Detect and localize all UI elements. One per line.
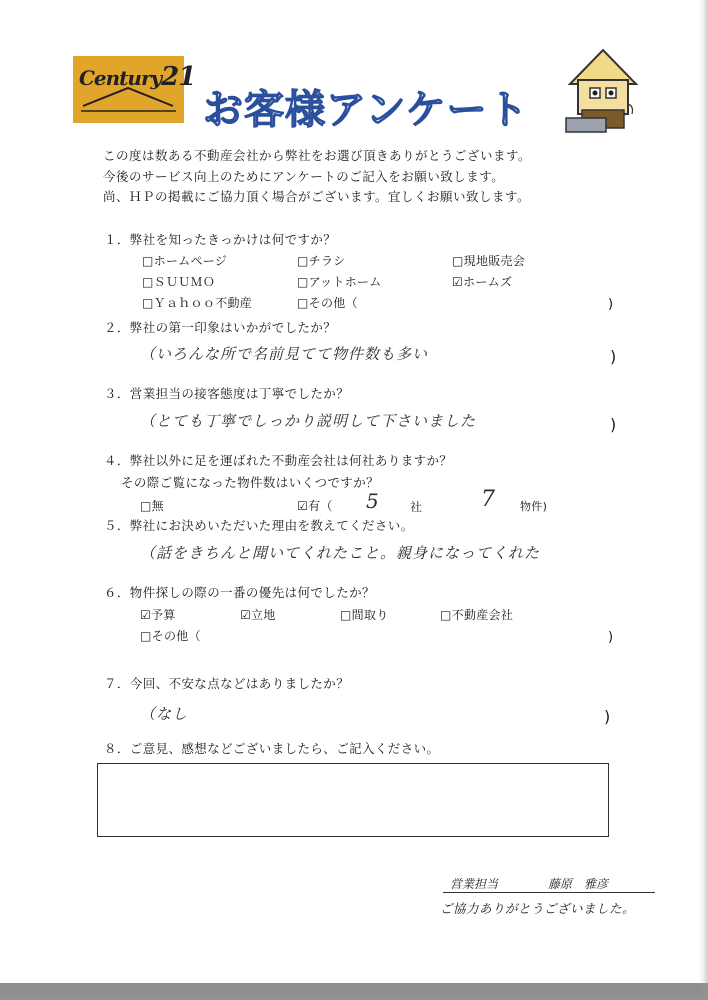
- q1-option-yahoo[interactable]: □Ｙａｈｏｏ不動産: [142, 296, 253, 310]
- q1-option-open-house[interactable]: □現地販売会: [452, 254, 526, 268]
- q4-company-count: 5: [366, 489, 380, 513]
- q4-property-unit: 物件): [520, 500, 548, 513]
- scan-bottom-edge: [0, 983, 708, 1000]
- q4-property-count: 7: [481, 487, 496, 512]
- q6-option-layout[interactable]: □間取り: [340, 608, 389, 622]
- question-7: ７．今回、不安な点などはありましたか？: [104, 676, 350, 691]
- q1-option-suumo[interactable]: □ＳＵＵＭＯ: [142, 275, 216, 289]
- comment-box[interactable]: [97, 763, 609, 837]
- question-4-sub: その際ご覧になった物件数はいくつですか？: [121, 475, 380, 490]
- q6-option-agency[interactable]: □不動産会社: [440, 608, 514, 622]
- question-6: ６．物件探しの際の一番の優先は何でしたか？: [104, 585, 375, 600]
- question-2: ２．弊社の第一印象はいかがでしたか？: [104, 320, 337, 335]
- q4-company-unit: 社: [410, 500, 423, 514]
- question-3: ３．営業担当の接客態度は丁寧でしたか？: [104, 386, 350, 401]
- q6-option-location[interactable]: ☑立地: [240, 608, 276, 622]
- question-4: ４．弊社以外に足を運ばれた不動産会社は何社ありますか？: [104, 453, 453, 468]
- q2-close-paren: ): [610, 347, 617, 366]
- mascot-icon: [562, 44, 644, 136]
- intro-line-2: 今後のサービス向上のためにアンケートのご記入をお願い致します。: [103, 169, 505, 184]
- survey-title: お客様アンケート: [203, 86, 529, 133]
- century21-logo: [73, 56, 196, 123]
- q3-handwritten-answer: （とても丁寧でしっかり説明して下さいました: [140, 412, 477, 430]
- intro-line-1: この度は数ある不動産会社から弊社をお選び頂きありがとうございます。: [103, 148, 532, 163]
- q1-option-flyer[interactable]: □チラシ: [297, 254, 346, 268]
- thanks-message: ご協力ありがとうございました。: [440, 901, 636, 916]
- q6-option-other[interactable]: □その他（: [140, 629, 201, 643]
- q1-close-paren: ): [608, 297, 614, 312]
- q6-option-budget[interactable]: ☑予算: [140, 608, 176, 622]
- sales-rep-label: 営業担当: [450, 877, 499, 891]
- q1-option-athome[interactable]: □アットホーム: [297, 275, 382, 289]
- q2-handwritten-answer: （いろんな所で名前見てて物件数も多い: [140, 345, 429, 363]
- question-8: ８．ご意見、感想などございましたら、ご記入ください。: [104, 741, 440, 756]
- question-5: ５．弊社にお決めいただいた理由を教えてください。: [104, 518, 414, 533]
- intro-line-3: 尚、ＨＰの掲載にご協力頂く場合がございます。宜しくお願い致します。: [103, 189, 531, 204]
- question-1: １．弊社を知ったきっかけは何ですか？: [104, 232, 337, 247]
- q1-option-homepage[interactable]: □ホームページ: [142, 254, 228, 268]
- q4-option-none[interactable]: □無: [140, 499, 164, 513]
- q6-close-paren: ): [608, 630, 614, 645]
- q7-handwritten-answer: （なし: [140, 705, 189, 723]
- q1-option-other[interactable]: □その他（: [297, 296, 358, 310]
- q4-option-yes[interactable]: ☑有（: [297, 499, 333, 513]
- logo-wordmark: Century21: [79, 62, 196, 92]
- q3-close-paren: ): [610, 415, 617, 434]
- logo-roof-icon: [73, 56, 184, 123]
- signature-underline: [443, 892, 655, 893]
- q1-option-homes[interactable]: ☑ホームズ: [452, 275, 513, 289]
- sales-rep-name: 藤原 雅彦: [548, 877, 609, 891]
- q7-close-paren: ): [604, 707, 611, 726]
- q5-handwritten-answer: （話をきちんと聞いてくれたこと。親身になってくれた: [140, 544, 541, 562]
